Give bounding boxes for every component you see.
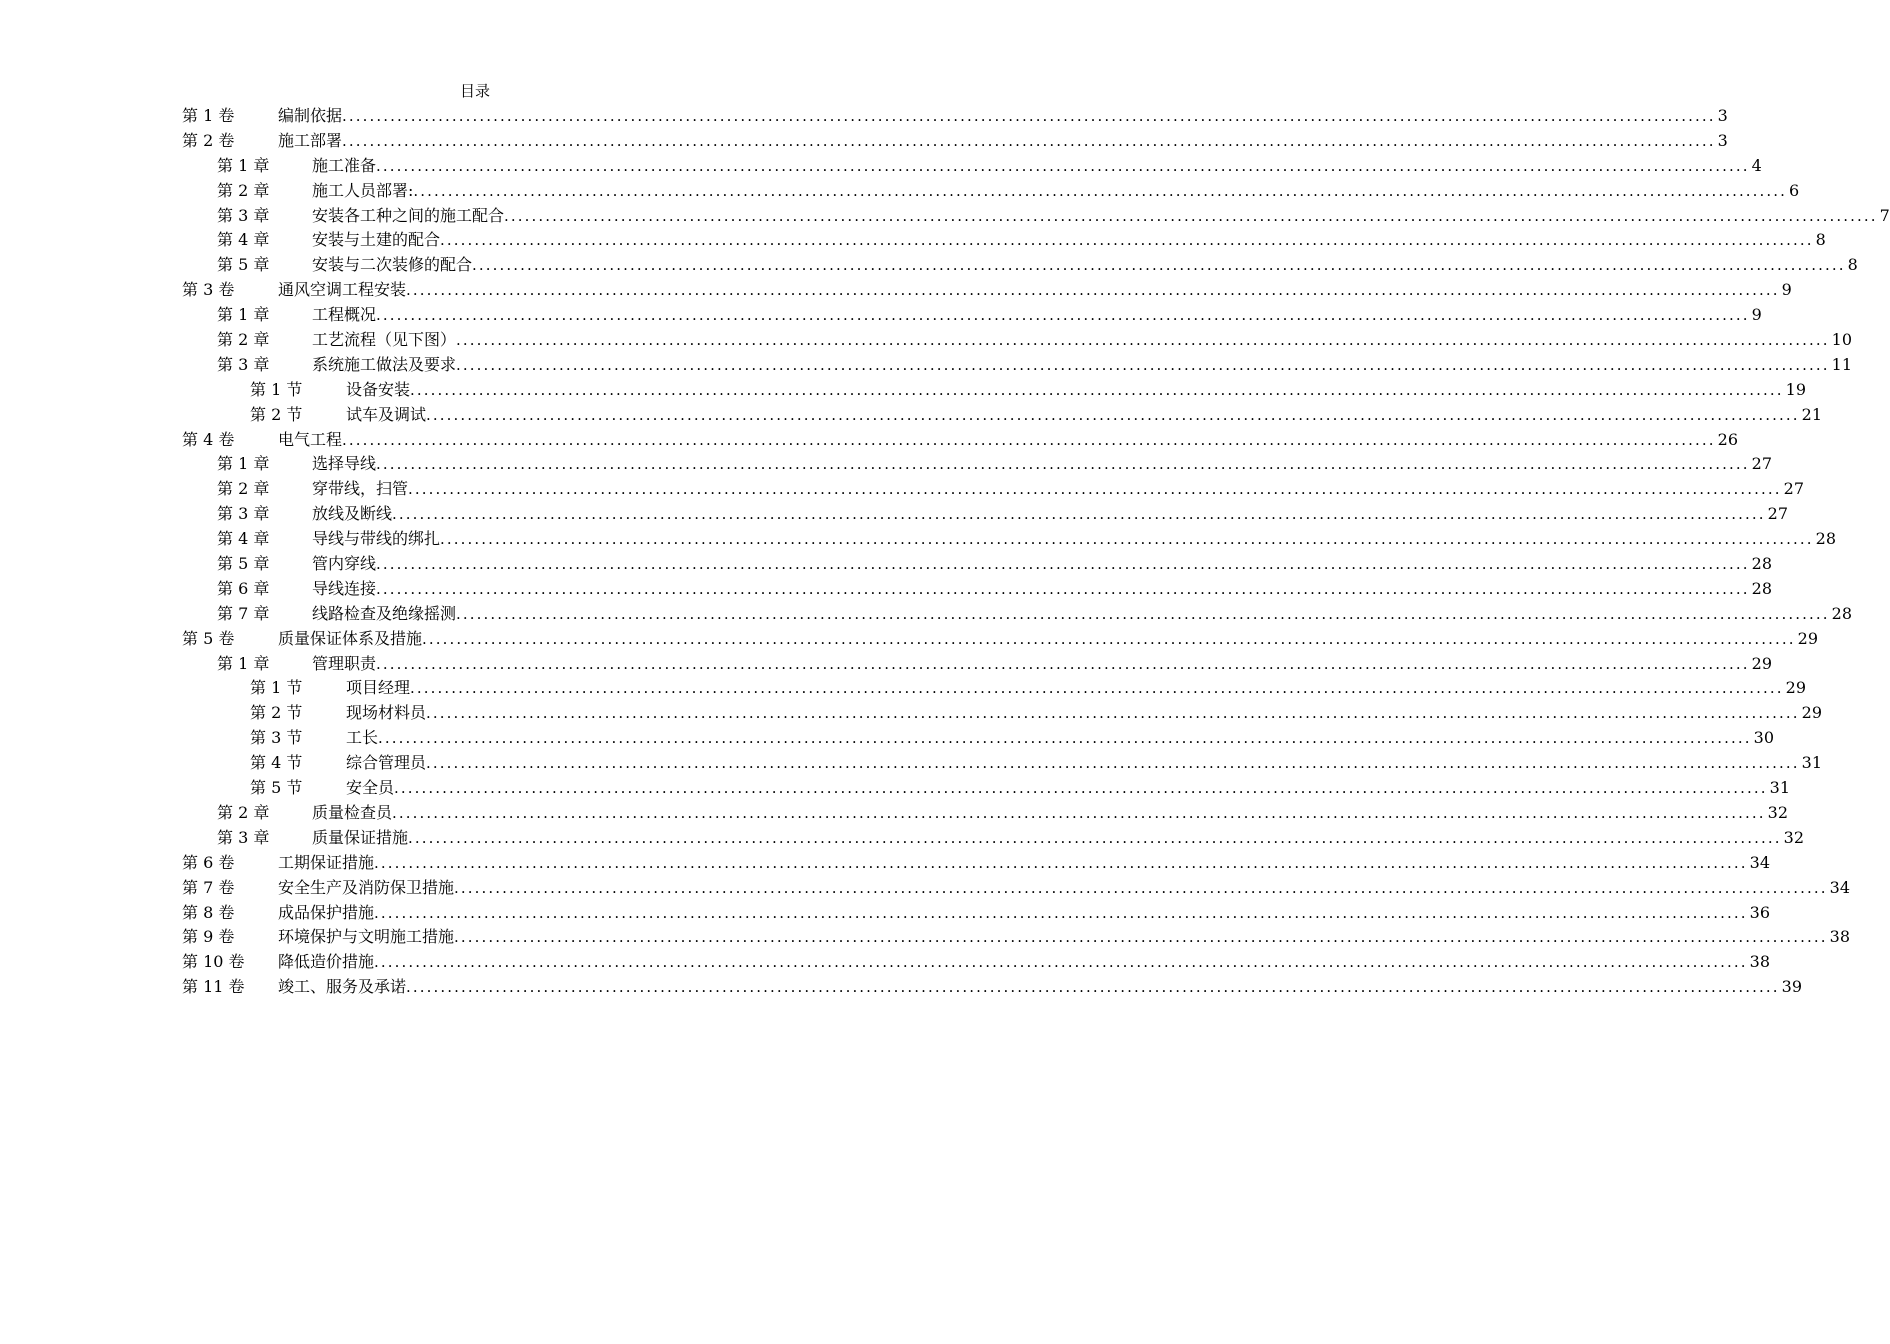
toc-entry[interactable] <box>182 253 1858 278</box>
toc-entry-page-number: 26 <box>1717 429 1738 449</box>
toc-entry-number: 第 9 卷 <box>182 927 235 947</box>
toc-entry-label: 管内穿线 <box>312 554 377 574</box>
toc-entry-number: 第 5 节 <box>250 778 303 798</box>
toc-entry-label: 竣工、服务及承诺 <box>278 977 407 997</box>
toc-entry-number: 第 3 章 <box>217 354 270 374</box>
toc-entry-number: 第 2 章 <box>217 802 270 822</box>
toc-entry[interactable] <box>182 104 1728 129</box>
toc-entry[interactable] <box>182 901 1770 926</box>
toc-entry-page-number: 3 <box>1717 130 1728 150</box>
toc-entry-page-number: 28 <box>1831 603 1852 623</box>
toc-entry[interactable] <box>182 477 1804 502</box>
toc-entry-page-number: 9 <box>1781 280 1792 300</box>
toc-entry[interactable] <box>182 154 1762 179</box>
toc-entry[interactable] <box>182 228 1826 253</box>
toc-entry-label: 导线连接 <box>312 578 377 598</box>
toc-entry-label: 通风空调工程安装 <box>278 280 407 300</box>
toc-entry-number: 第 1 章 <box>217 653 270 673</box>
toc-entry[interactable] <box>182 925 1850 950</box>
dot-leader: ........................................................................................................................................................................................................ <box>376 579 1750 598</box>
toc-entry-label: 综合管理员 <box>346 753 427 773</box>
toc-entry-page-number: 39 <box>1781 977 1802 997</box>
dot-leader: ........................................................................................................................................................................................................ <box>392 505 1766 524</box>
toc-entry-page-number: 27 <box>1751 454 1772 474</box>
toc-entry[interactable] <box>182 527 1836 552</box>
dot-leader: ........................................................................................................................................................................................................ <box>504 206 1878 225</box>
dot-leader: ........................................................................................................................................................................................................ <box>394 779 1768 798</box>
toc-entry-page-number: 28 <box>1751 578 1772 598</box>
toc-entry-page-number: 32 <box>1783 827 1804 847</box>
dot-leader: ........................................................................................................................................................................................................ <box>376 156 1750 175</box>
toc-entry-label: 安全员 <box>346 778 395 798</box>
toc-entry-number: 第 5 卷 <box>182 628 235 648</box>
dot-leader: ........................................................................................................................................................................................................ <box>374 853 1748 872</box>
toc-entry-page-number: 30 <box>1753 728 1774 748</box>
toc-entry-page-number: 38 <box>1829 927 1850 947</box>
dot-leader: ........................................................................................................................................................................................................ <box>472 256 1846 275</box>
toc-entry-label: 设备安装 <box>346 379 411 399</box>
toc-entry-number: 第 7 卷 <box>182 877 235 897</box>
toc-entry[interactable] <box>182 303 1762 328</box>
toc-entry-number: 第 3 章 <box>217 205 270 225</box>
toc-entry-page-number: 32 <box>1767 802 1788 822</box>
dot-leader: ........................................................................................................................................................................................................ <box>422 629 1796 648</box>
toc-entry-number: 第 1 节 <box>250 678 303 698</box>
toc-entry[interactable] <box>182 278 1792 303</box>
table-of-contents <box>182 104 1890 1000</box>
toc-entry[interactable] <box>182 602 1852 627</box>
toc-entry-label: 项目经理 <box>346 678 411 698</box>
toc-entry-number: 第 2 节 <box>250 703 303 723</box>
toc-entry-number: 第 6 卷 <box>182 852 235 872</box>
dot-leader: ........................................................................................................................................................................................................ <box>456 355 1830 374</box>
toc-entry-page-number: 36 <box>1749 902 1770 922</box>
toc-entry-page-number: 38 <box>1749 952 1770 972</box>
toc-entry-label: 穿带线，扫管 <box>312 479 409 499</box>
dot-leader: ........................................................................................................................................................................................................ <box>410 380 1784 399</box>
toc-entry-page-number: 27 <box>1767 504 1788 524</box>
toc-entry-label: 安装与二次装修的配合 <box>312 255 473 275</box>
toc-entry-label: 试车及调试 <box>346 404 427 424</box>
toc-entry-number: 第 10 卷 <box>182 952 245 972</box>
dot-leader: ........................................................................................................................................................................................................ <box>413 181 1788 200</box>
toc-entry-number: 第 3 节 <box>250 728 303 748</box>
dot-leader: ........................................................................................................................................................................................................ <box>426 704 1800 723</box>
toc-entry-label: 管理职责 <box>312 653 377 673</box>
toc-entry-label: 施工部署 <box>278 130 343 150</box>
toc-entry-label: 放线及断线 <box>312 504 393 524</box>
toc-entry[interactable] <box>182 751 1822 776</box>
toc-entry-number: 第 1 章 <box>217 305 270 325</box>
dot-leader: ........................................................................................................................................................................................................ <box>426 405 1800 424</box>
toc-entry-page-number: 29 <box>1785 678 1806 698</box>
toc-entry[interactable] <box>182 328 1852 353</box>
toc-entry-label: 质量保证体系及措施 <box>278 628 423 648</box>
dot-leader: ........................................................................................................................................................................................................ <box>406 281 1780 300</box>
toc-entry[interactable] <box>182 652 1772 677</box>
toc-entry-page-number: 9 <box>1751 305 1762 325</box>
dot-leader: ........................................................................................................................................................................................................ <box>454 928 1828 947</box>
toc-entry-number: 第 2 卷 <box>182 130 235 150</box>
dot-leader: ........................................................................................................................................................................................................ <box>440 231 1814 250</box>
dot-leader: ........................................................................................................................................................................................................ <box>378 729 1752 748</box>
toc-entry-page-number: 6 <box>1789 180 1800 200</box>
toc-entry-page-number: 8 <box>1815 230 1826 250</box>
toc-entry[interactable] <box>182 353 1852 378</box>
toc-entry-number: 第 4 章 <box>217 230 270 250</box>
dot-leader: ........................................................................................................................................................................................................ <box>456 604 1830 623</box>
dot-leader: ........................................................................................................................................................................................................ <box>406 978 1780 997</box>
dot-leader: ........................................................................................................................................................................................................ <box>342 107 1716 125</box>
toc-entry-number: 第 1 节 <box>250 379 303 399</box>
toc-entry-page-number: 28 <box>1751 554 1772 574</box>
dot-leader: ........................................................................................................................................................................................................ <box>410 679 1784 698</box>
toc-entry-page-number: 29 <box>1751 653 1772 673</box>
toc-entry[interactable] <box>182 179 1800 204</box>
toc-entry-number: 第 2 节 <box>250 404 303 424</box>
toc-entry-label: 线路检查及绝缘摇测 <box>312 603 457 623</box>
toc-entry[interactable] <box>182 627 1818 652</box>
toc-entry-page-number: 19 <box>1785 379 1806 399</box>
toc-entry-page-number: 11 <box>1831 354 1852 374</box>
dot-leader: ........................................................................................................................................................................................................ <box>376 306 1750 325</box>
toc-entry-number: 第 1 章 <box>217 454 270 474</box>
toc-entry[interactable] <box>182 826 1804 851</box>
toc-entry-label: 安全生产及消防保卫措施 <box>278 877 455 897</box>
toc-entry[interactable] <box>182 676 1806 701</box>
toc-entry-label: 环境保护与文明施工措施 <box>278 927 455 947</box>
toc-entry-label: 质量保证措施 <box>312 827 409 847</box>
dot-leader: ........................................................................................................................................................................................................ <box>408 828 1782 847</box>
toc-entry-number: 第 8 卷 <box>182 902 235 922</box>
toc-entry[interactable] <box>182 776 1790 801</box>
toc-entry-label: 现场材料员 <box>346 703 427 723</box>
toc-entry[interactable] <box>182 452 1772 477</box>
toc-entry[interactable] <box>182 876 1850 901</box>
toc-entry-number: 第 2 章 <box>217 330 270 350</box>
toc-entry[interactable] <box>182 851 1770 876</box>
toc-entry-page-number: 4 <box>1751 155 1762 175</box>
toc-entry[interactable] <box>182 726 1774 751</box>
toc-entry-number: 第 4 节 <box>250 753 303 773</box>
toc-entry-number: 第 5 章 <box>217 255 270 275</box>
toc-entry[interactable] <box>182 428 1738 453</box>
toc-entry-number: 第 3 章 <box>217 827 270 847</box>
dot-leader: ........................................................................................................................................................................................................ <box>408 480 1782 499</box>
dot-leader: ........................................................................................................................................................................................................ <box>392 803 1766 822</box>
toc-entry-page-number: 28 <box>1815 529 1836 549</box>
toc-entry-number: 第 3 卷 <box>182 280 235 300</box>
toc-entry[interactable] <box>182 701 1822 726</box>
toc-entry-page-number: 29 <box>1797 628 1818 648</box>
toc-entry[interactable] <box>182 129 1728 154</box>
toc-entry-number: 第 7 章 <box>217 603 270 623</box>
toc-entry-page-number: 34 <box>1749 852 1770 872</box>
toc-entry-label: 质量检查员 <box>312 802 393 822</box>
toc-entry[interactable] <box>182 975 1802 1000</box>
toc-entry-page-number: 27 <box>1783 479 1804 499</box>
toc-entry-label: 降低造价措施 <box>278 952 375 972</box>
toc-entry[interactable] <box>182 552 1772 577</box>
dot-leader: ........................................................................................................................................................................................................ <box>376 654 1750 673</box>
toc-entry-number: 第 2 章 <box>217 180 270 200</box>
dot-leader: ........................................................................................................................................................................................................ <box>440 530 1814 549</box>
toc-title: 目录 <box>459 82 490 100</box>
dot-leader: ........................................................................................................................................................................................................ <box>426 754 1800 773</box>
toc-entry-label: 施工准备 <box>312 155 377 175</box>
toc-entry-label: 电气工程 <box>278 429 343 449</box>
toc-entry-number: 第 2 章 <box>217 479 270 499</box>
toc-entry-page-number: 3 <box>1717 106 1728 125</box>
toc-entry-label: 工艺流程（见下图） <box>312 330 457 350</box>
toc-entry-number: 第 6 章 <box>217 578 270 598</box>
toc-entry[interactable] <box>182 502 1788 527</box>
toc-entry-label: 安装与土建的配合 <box>312 230 441 250</box>
toc-entry-label: 工期保证措施 <box>278 852 375 872</box>
toc-entry[interactable] <box>182 403 1822 428</box>
toc-entry-label: 导线与带线的绑扎 <box>312 529 441 549</box>
dot-leader: ........................................................................................................................................................................................................ <box>456 331 1830 350</box>
toc-entry-label: 施工人员部署: <box>312 180 414 200</box>
dot-leader: ........................................................................................................................................................................................................ <box>342 430 1716 449</box>
toc-entry[interactable] <box>182 204 1890 229</box>
toc-entry-label: 系统施工做法及要求 <box>312 354 457 374</box>
toc-entry-page-number: 31 <box>1769 778 1790 798</box>
toc-entry-label: 成品保护措施 <box>278 902 375 922</box>
dot-leader: ........................................................................................................................................................................................................ <box>342 131 1716 150</box>
toc-entry-page-number: 8 <box>1847 255 1858 275</box>
toc-entry-number: 第 11 卷 <box>182 977 245 997</box>
toc-entry[interactable] <box>182 378 1806 403</box>
toc-entry-number: 第 4 卷 <box>182 429 235 449</box>
dot-leader: ........................................................................................................................................................................................................ <box>376 455 1750 474</box>
toc-entry-page-number: 7 <box>1879 205 1890 225</box>
toc-entry-number: 第 5 章 <box>217 554 270 574</box>
dot-leader: ........................................................................................................................................................................................................ <box>374 903 1748 922</box>
dot-leader: ........................................................................................................................................................................................................ <box>376 555 1750 574</box>
toc-entry-page-number: 10 <box>1831 330 1852 350</box>
toc-entry-label: 编制依据 <box>278 106 343 125</box>
toc-entry-number: 第 4 章 <box>217 529 270 549</box>
toc-entry-page-number: 34 <box>1829 877 1850 897</box>
toc-entry-label: 工长 <box>346 728 379 748</box>
toc-entry-label: 选择导线 <box>312 454 377 474</box>
dot-leader: ........................................................................................................................................................................................................ <box>374 953 1748 972</box>
toc-entry-page-number: 29 <box>1801 703 1822 723</box>
toc-entry[interactable] <box>182 950 1770 975</box>
toc-entry-page-number: 21 <box>1801 404 1822 424</box>
dot-leader: ........................................................................................................................................................................................................ <box>454 878 1828 897</box>
toc-entry-label: 安装各工种之间的施工配合 <box>312 205 505 225</box>
toc-entry-label: 工程概况 <box>312 305 377 325</box>
toc-entry-number: 第 3 章 <box>217 504 270 524</box>
toc-entry[interactable] <box>182 801 1788 826</box>
toc-entry-number: 第 1 章 <box>217 155 270 175</box>
toc-entry[interactable] <box>182 577 1772 602</box>
toc-entry-number: 第 1 卷 <box>182 106 235 125</box>
toc-entry-page-number: 31 <box>1801 753 1822 773</box>
